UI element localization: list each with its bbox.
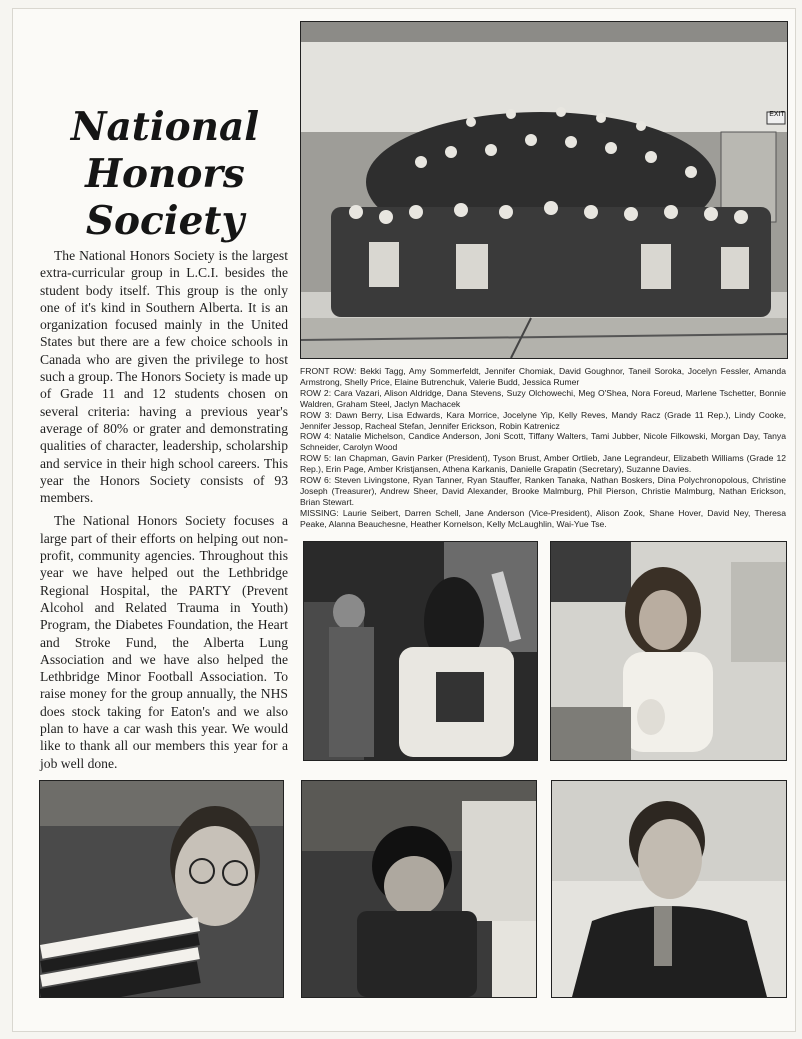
- photo-boy-smiling: [551, 780, 787, 998]
- photo-girl-smiling: [550, 541, 787, 761]
- title-line-1: National: [70, 104, 260, 150]
- group-photo: [300, 21, 788, 359]
- photo-boy-glasses: [39, 780, 284, 998]
- caption-row-2: ROW 2: Cara Vazari, Alison Aldridge, Dana Stevens, Suzy Olchowechi, Meg O'Shea, Nora Foreud, Marlene Tschetter, Bonnie Waldren, Graham Steel, Jaclyn Machacek: [300, 387, 786, 409]
- caption-row-3: ROW 3: Dawn Berry, Lisa Edwards, Kara Morrice, Jocelyne Yip, Kelly Reves, Mandy Racz (Grade 11 Rep.), Lindy Cooke, Jennifer Jessop, Racheal Stefan, Jennifer Erickson, Robin Katrenicz: [300, 409, 786, 431]
- title-line-3: Society: [85, 198, 245, 244]
- group-photo-caption: [300, 366, 786, 530]
- caption-row-missing: MISSING: Laurie Seibert, Darren Schell, Jane Anderson (Vice-President), Alison Zook, Shane Hover, David Ney, Theresa Peake, Alanna Beauchesne, Heather Kornelson, Kelly McLaughlin, Wai-Yue Tse.: [300, 507, 786, 529]
- title-line-2: Honors: [85, 151, 245, 197]
- photo-cafeteria: [303, 541, 538, 761]
- article-body: [40, 247, 288, 778]
- caption-row-5: ROW 5: Ian Chapman, Gavin Parker (President), Tyson Brust, Amber Ortlieb, Jane Legrandeur, Elizabeth Williams (Grade 12 Rep.), Erin Page, Amber Kristjansen, Athena Karkanis, Danielle Grapatin (Secretary), Suzanne Davies.: [300, 453, 786, 475]
- exit-sign: EXIT: [769, 111, 785, 118]
- page-title: [40, 104, 290, 245]
- caption-row-4: ROW 4: Natalie Michelson, Candice Anderson, Joni Scott, Tiffany Walters, Tami Jubber, Nicole Filkowski, Morgan Day, Tanya Schneider, Carolyn Wood: [300, 431, 786, 453]
- paragraph-2: The National Honors Society focuses a large part of their efforts on helping out non-profit, community agencies. Throughout this year we have helped out the Lethbridge Regional Hospital, the PARTY (Prevent Alcohol and Related Trauma in Youth) Program, the Diabetes Foundation, the Heart and Stroke Fund, the Alberta Lung Association and we have also helped the Lethbridge Minor Football Association. To raise money for the group annually, the NHS does stock taking for Eaton's and we also plan to have a car wash this year. We would like to thank all our members this year for a job well done.: [40, 513, 288, 771]
- paragraph-1: The National Honors Society is the largest extra-curricular group in L.C.I. besides the student body itself. This group is the only one of it's kind in Southern Alberta. It is an organization focused mainly in the United States but there are a few choice schools in Canada who are given the privilege to host such a group. The Honors Society is made up of Grade 11 and 12 students chosen on several criteria: having a previous year's average of 80% or grater and demonstrating qualities of character, leadership, scholarship and service in their high school careers. This year the Honors Society consists of 93 members.: [40, 248, 288, 506]
- photo-student-reading: [301, 780, 537, 998]
- caption-row-6: ROW 6: Steven Livingstone, Ryan Tanner, Ryan Stauffer, Ranken Tanaka, Nathan Boskers, Dina Polychronopolous, Christine Joseph (Treasurer), Andrew Sheer, David Alexander, Brooke Malmburg, Phil Pierson, Christie Malmburg, Nathan Erickson, Brian Stewart.: [300, 475, 786, 507]
- caption-row-front: FRONT ROW: Bekki Tagg, Amy Sommerfeldt, Jennifer Chomiak, David Goughnor, Taneil Soroka, Jocelyn Fessler, Amanda Armstrong, Shelly Price, Elaine Butrenchuk, Valerie Budd, Jessica Rumer: [300, 366, 786, 387]
